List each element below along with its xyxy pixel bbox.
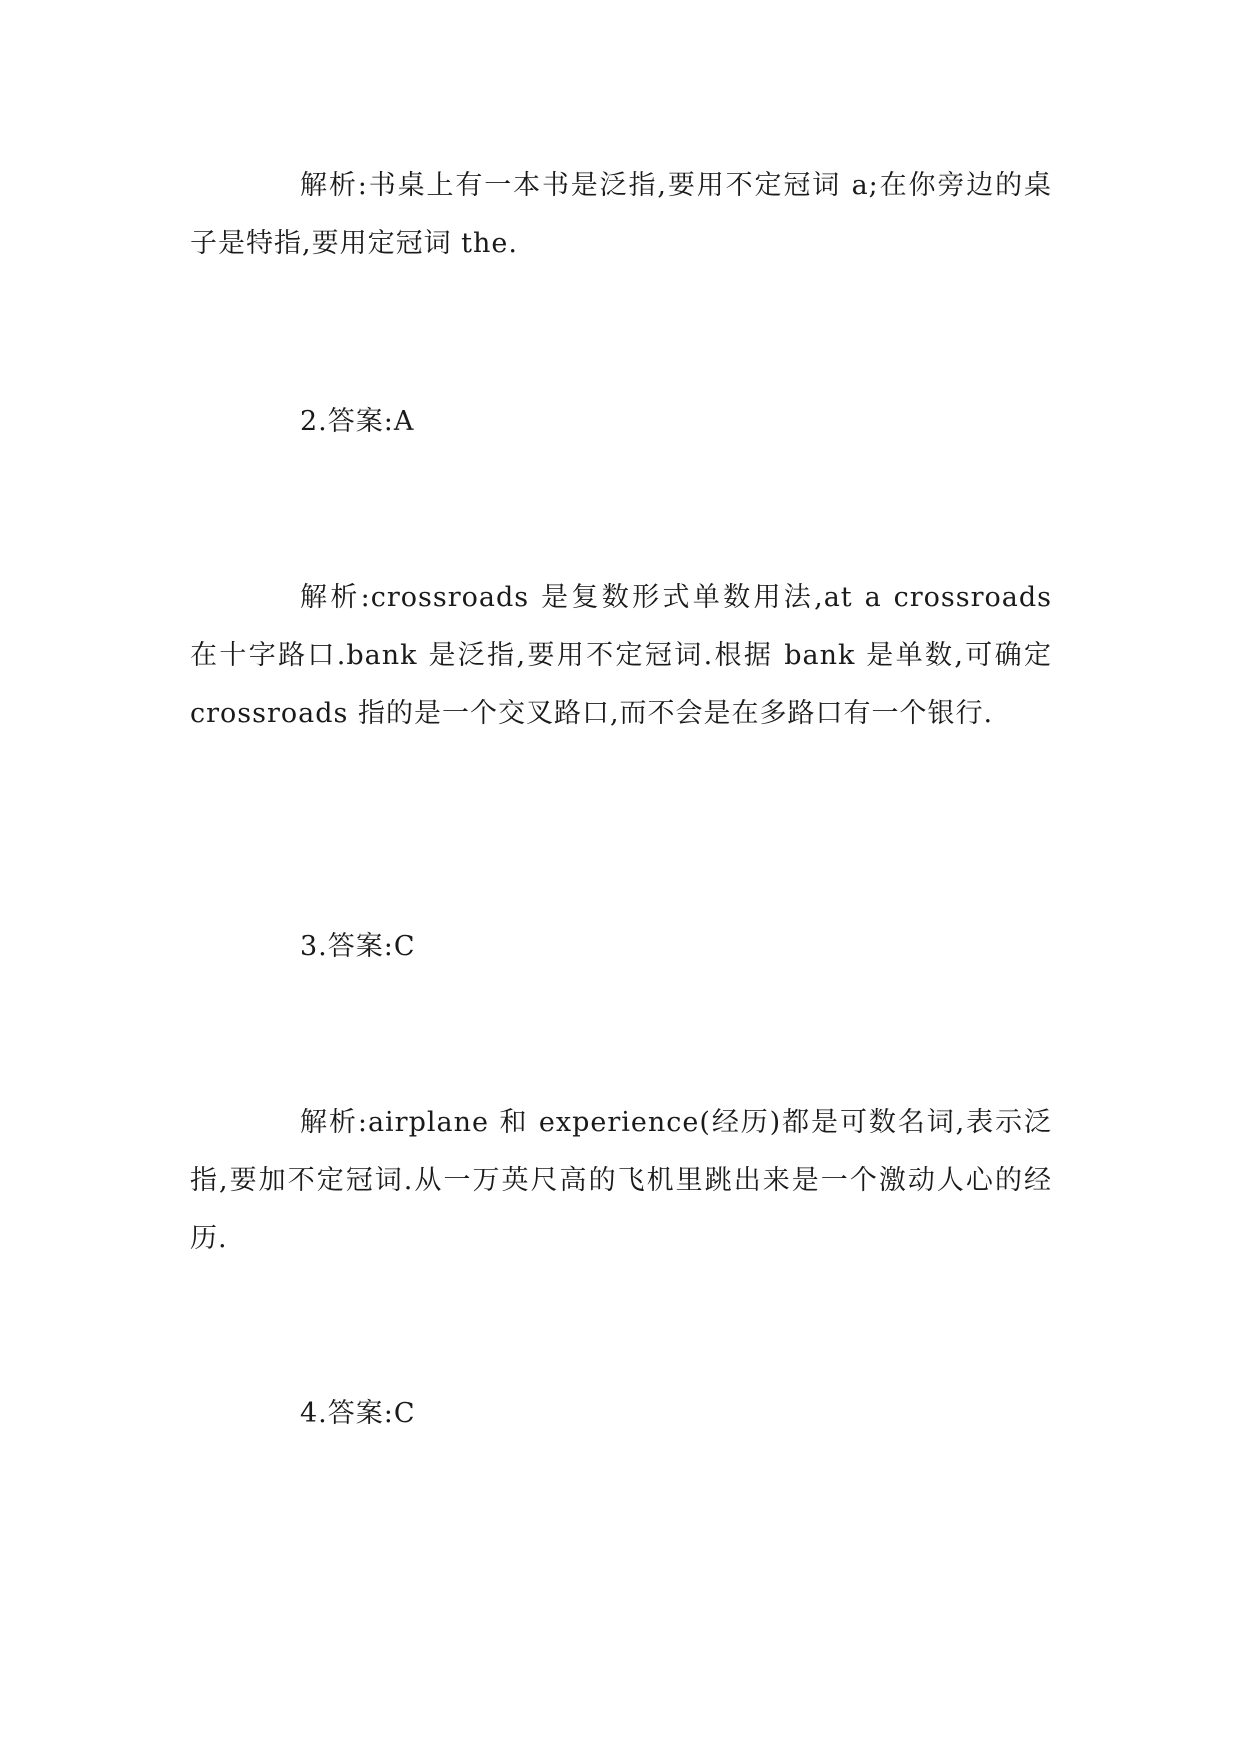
answer-line-3: 3.答案:C <box>300 931 416 962</box>
answer-line-4: 4.答案:C <box>300 1398 416 1429</box>
analysis-paragraph-1: 解析:书桌上有一本书是泛指,要用不定冠词 a;在你旁边的桌子是特指,要用定冠词 the. <box>190 170 1052 259</box>
analysis-paragraph-3: 解析:airplane 和 experience(经历)都是可数名词,表示泛指,要加不定冠词.从一万英尺高的飞机里跳出来是一个激动人心的经历. <box>190 1107 1052 1254</box>
analysis-paragraph-2: 解析:crossroads 是复数形式单数用法,at a crossroads 在十字路口.bank 是泛指,要用不定冠词.根据 bank 是单数,可确定 crossroads 指的是一个交叉路口,而不会是在多路口有一个银行. <box>190 582 1052 729</box>
answer-line-2: 2.答案:A <box>300 406 415 437</box>
